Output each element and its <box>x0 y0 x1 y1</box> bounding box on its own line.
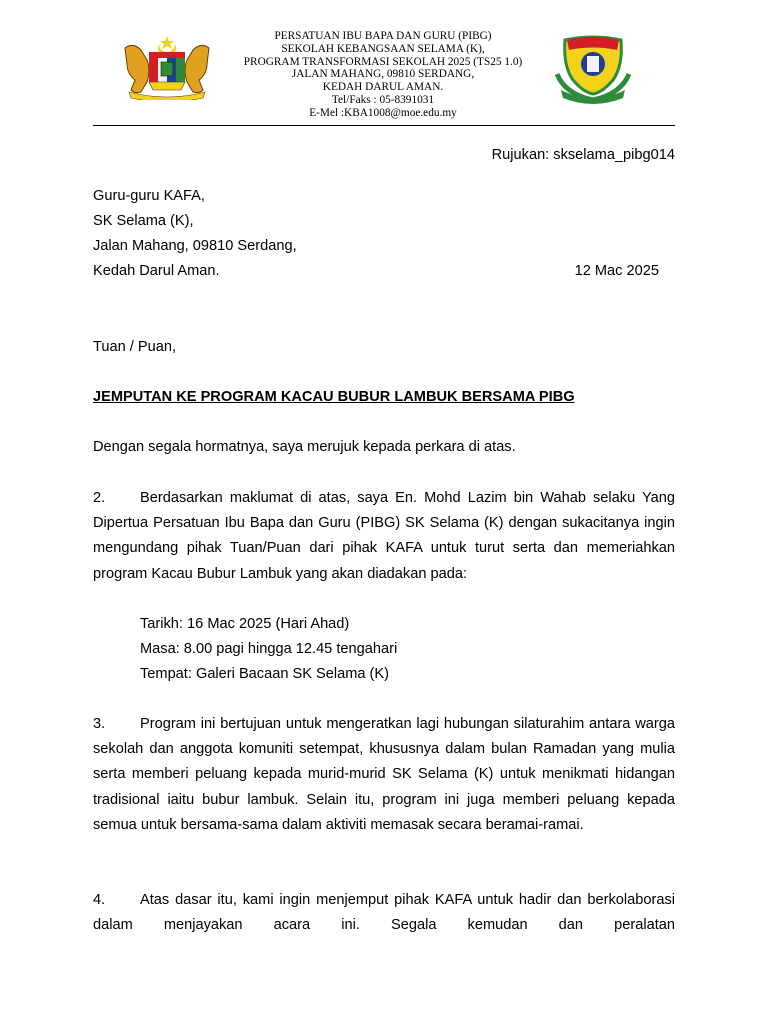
event-date: Tarikh: 16 Mac 2025 (Hari Ahad) <box>140 616 350 632</box>
paragraph-2 <box>93 486 675 587</box>
opening-sentence: Dengan segala hormatnya, saya merujuk kepada perkara di atas. <box>93 439 516 455</box>
letterhead <box>93 28 675 126</box>
letter-date: 12 Mac 2025 <box>574 263 659 279</box>
event-time: Masa: 8.00 pagi hingga 12.45 tengahari <box>140 641 398 657</box>
event-venue: Tempat: Galeri Bacaan SK Selama (K) <box>140 666 390 682</box>
recipient-line: Guru-guru KAFA, <box>93 188 205 204</box>
recipient-line: Jalan Mahang, 09810 Serdang, <box>93 238 297 254</box>
school-crest-icon <box>553 34 633 106</box>
letterhead-line-address: JALAN MAHANG, 09810 SERDANG, <box>291 68 475 81</box>
letter-subject: JEMPUTAN KE PROGRAM KACAU BUBUR LAMBUK BERSAMA PIBG <box>93 389 575 405</box>
letterhead-line-organization: PERSATUAN IBU BAPA DAN GURU (PIBG) <box>274 30 492 42</box>
letterhead-line-school: SEKOLAH KEBANGSAAN SELAMA (K), <box>281 42 485 55</box>
letterhead-line-state: KEDAH DARUL AMAN. <box>322 81 444 94</box>
paragraph-number: 3. <box>93 716 106 732</box>
malaysia-coat-of-arms-icon <box>119 34 215 100</box>
paragraph-text: Berdasarkan maklumat di atas, saya En. Mohd Lazim bin Wahab selaku Yang Dipertua Persatuan Ibu Bapa dan Guru (PIBG) SK Selama (K) dengan sukacitanya ingin mengundang pihak Tuan/Puan dari pihak KAFA untuk turut serta dan memeriahkan program Kacau Bubur Lambuk yang akan diadakan pada: <box>93 490 675 582</box>
recipient-line: Kedah Darul Aman. <box>93 263 220 279</box>
paragraph-number: 4. <box>93 892 106 908</box>
paragraph-number: 2. <box>93 490 106 506</box>
paragraph-4 <box>93 888 675 938</box>
letterhead-line-phone: Tel/Faks : 05-8391031 <box>331 93 435 106</box>
paragraph-3 <box>93 712 675 838</box>
paragraph-text: Program ini bertujuan untuk mengeratkan lagi hubungan silaturahim antara warga sekolah dan anggota komuniti setempat, khususnya dalam bulan Ramadan yang mulia serta memberi peluang kepada murid-murid SK Selama (K) untuk menikmati hidangan tradisional iaitu bubur lambuk. Selain itu, program ini juga memberi peluang kepada semua untuk bersama-sama dalam aktiviti memasak secara beramai-ramai. <box>93 716 675 833</box>
paragraph-text: Atas dasar itu, kami ingin menjemput pihak KAFA untuk hadir dan berkolaborasi dalam menjayakan acara ini. Segala kemudan dan peralatan <box>93 892 675 934</box>
letterhead-line-email[interactable]: E-Mel :KBA1008@moe.edu.my <box>309 106 457 119</box>
letterhead-divider <box>93 125 675 126</box>
letterhead-text <box>213 30 553 120</box>
letterhead-line-program: PROGRAM TRANSFORMASI SEKOLAH 2025 (TS25 1.0) <box>243 55 523 68</box>
salutation: Tuan / Puan, <box>93 339 177 355</box>
reference-number: Rujukan: skselama_pibg014 <box>491 147 675 163</box>
recipient-line: SK Selama (K), <box>93 213 194 229</box>
